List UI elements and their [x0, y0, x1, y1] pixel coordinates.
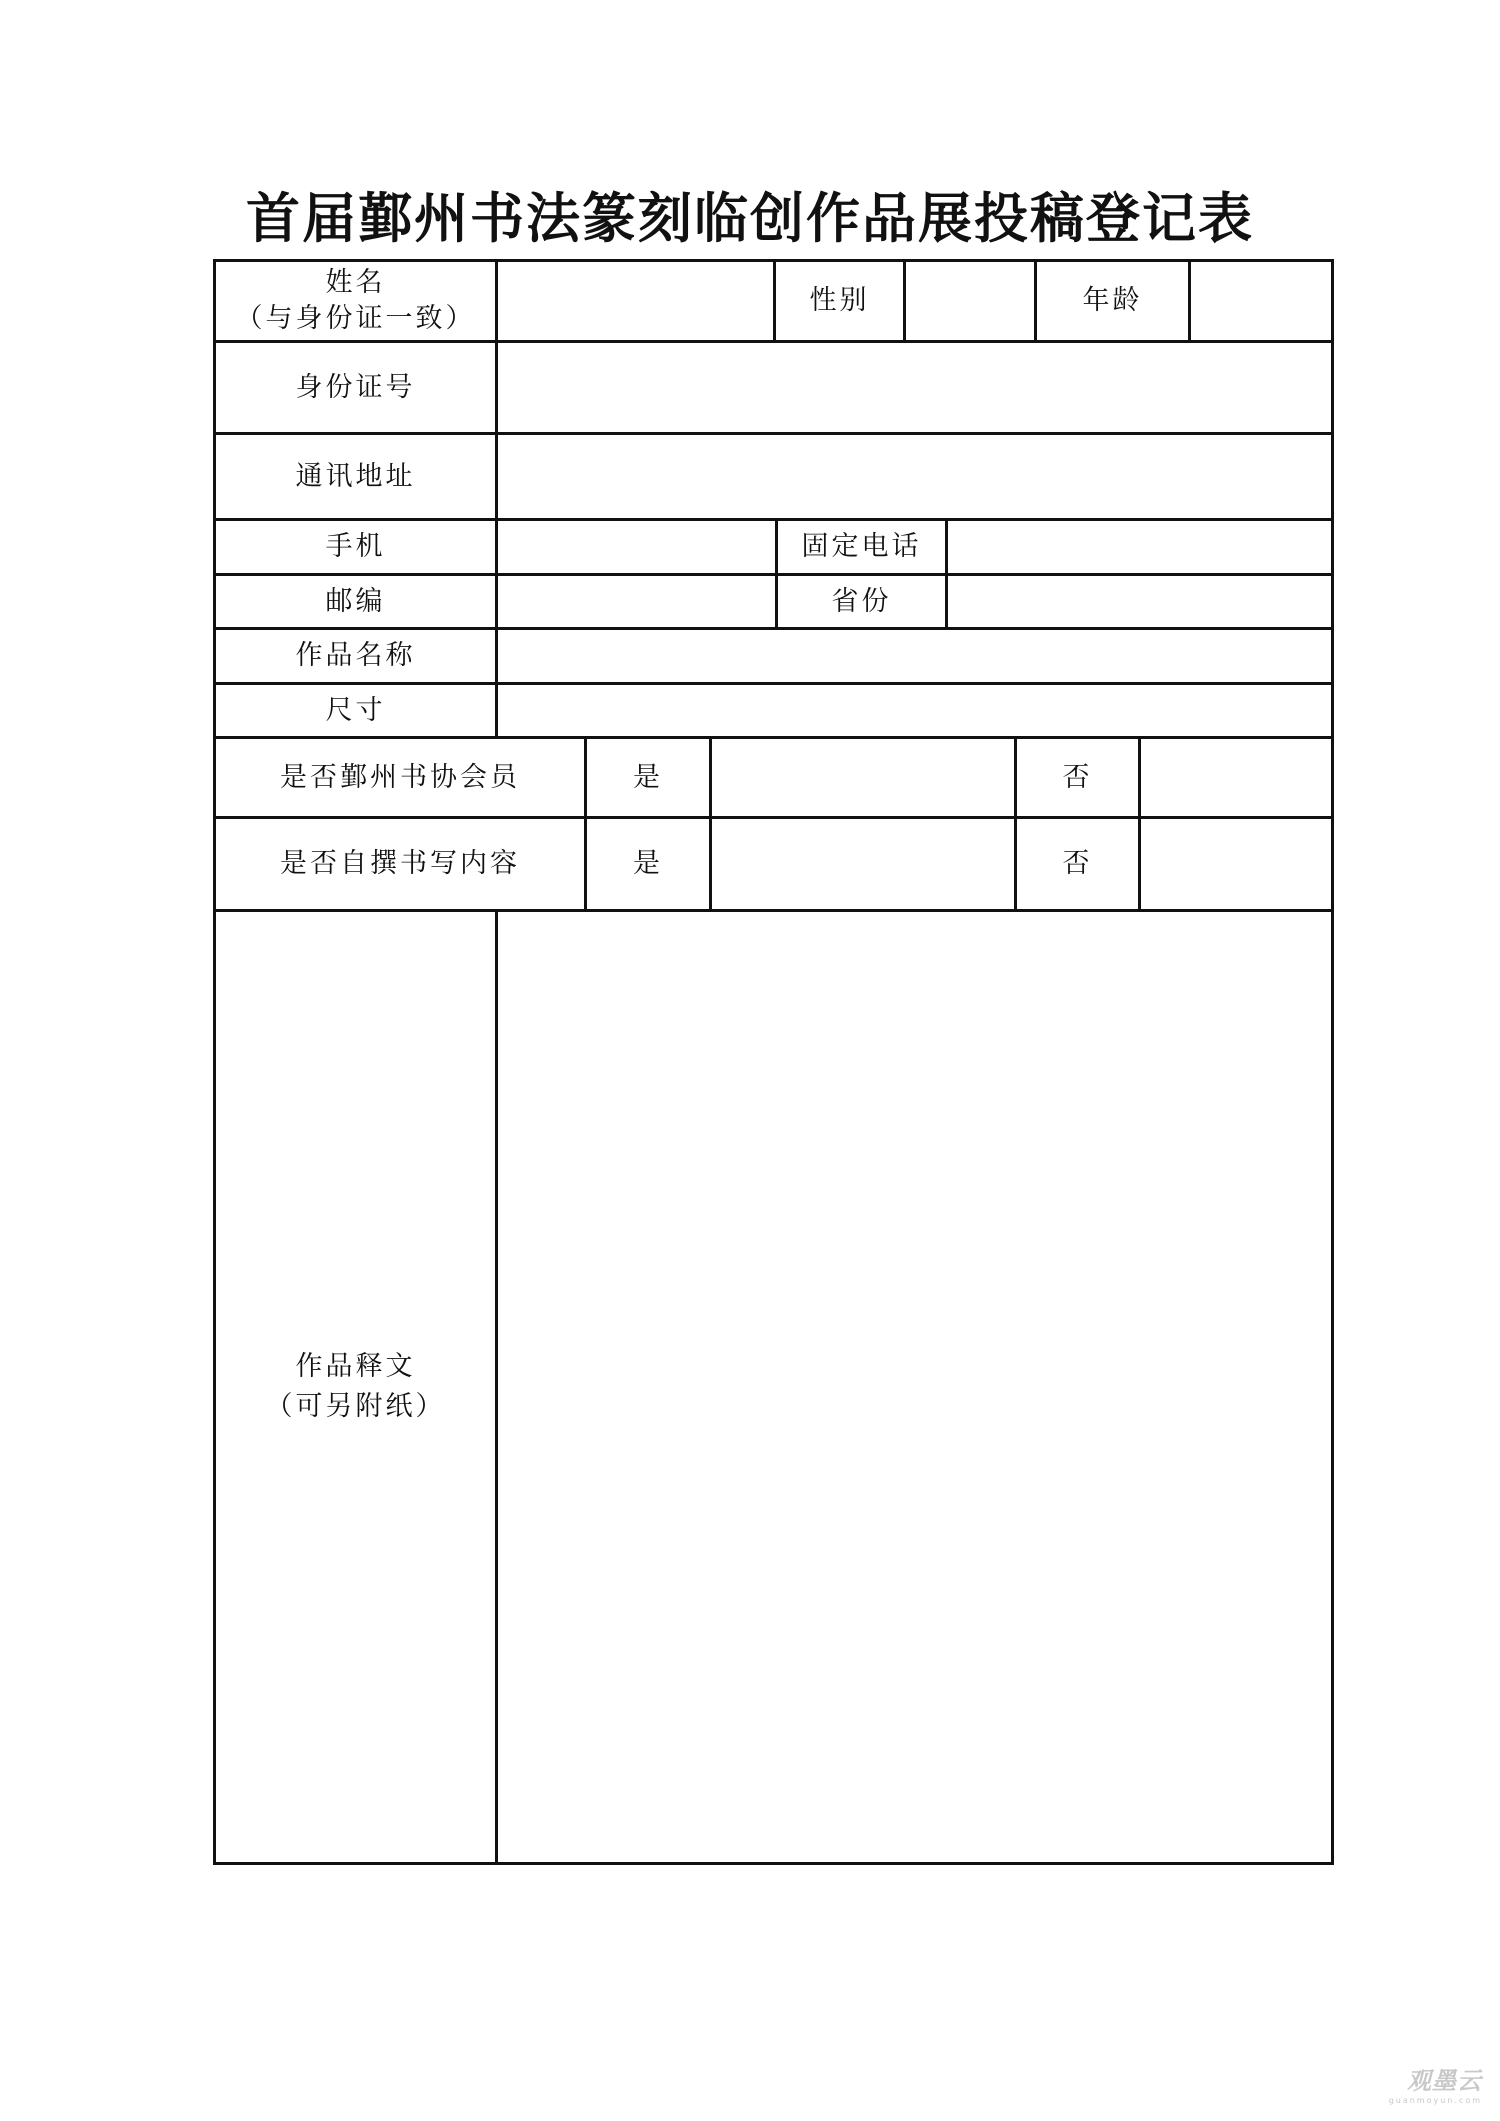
- gender-label-text: 性别: [809, 285, 870, 316]
- member-yes-label-text: 是: [633, 761, 663, 793]
- name-field[interactable]: [498, 262, 773, 340]
- work-text-label: 作品释文: [295, 1351, 416, 1382]
- work-title-label-text: 作品名称: [295, 640, 416, 671]
- watermark-main: 观墨云: [1407, 2067, 1482, 2095]
- age-label-text: 年龄: [1082, 285, 1143, 316]
- member-no-field[interactable]: [1141, 739, 1331, 816]
- name-label-cell: [216, 262, 495, 340]
- address-label: [216, 435, 495, 518]
- own-text-question-label: [216, 819, 584, 909]
- gender-field[interactable]: [906, 262, 1034, 340]
- name-label: 姓名: [325, 267, 386, 298]
- name-note: （与身份证一致）: [235, 303, 476, 334]
- member-no-label: [1017, 739, 1138, 816]
- province-label: [778, 576, 945, 627]
- own-text-no-label-text: 否: [1062, 848, 1093, 879]
- postcode-label-text: 邮编: [325, 585, 386, 617]
- member-yes-field[interactable]: [712, 739, 1014, 816]
- landline-label-text: 固定电话: [801, 531, 922, 562]
- own-text-yes-label: [587, 819, 709, 909]
- own-text-question-label-text: 是否自撰书写内容: [280, 848, 520, 879]
- gender-label: [776, 262, 903, 340]
- member-question-label: [216, 739, 584, 816]
- address-label-text: 通讯地址: [295, 460, 416, 492]
- postcode-label: [216, 576, 495, 627]
- mobile-label-text: 手机: [325, 531, 386, 562]
- work-title-label: [216, 630, 495, 682]
- province-label-text: 省份: [831, 585, 892, 617]
- size-field[interactable]: [498, 685, 1331, 736]
- own-text-yes-label-text: 是: [633, 848, 663, 879]
- work-text-field[interactable]: [498, 912, 1331, 1862]
- id-number-field[interactable]: [498, 343, 1331, 432]
- own-text-no-label: [1017, 819, 1138, 909]
- form-title: 首届鄞州书法篆刻临创作品展投稿登记表: [246, 187, 1254, 250]
- size-label: [216, 685, 495, 736]
- member-yes-label: [587, 739, 709, 816]
- mobile-label: [216, 521, 495, 573]
- work-title-field[interactable]: [498, 630, 1331, 682]
- address-field[interactable]: [498, 435, 1331, 518]
- watermark-logo: [1389, 2061, 1482, 2105]
- member-no-label-text: 否: [1062, 761, 1093, 793]
- registration-form: [213, 259, 1334, 1865]
- postcode-field[interactable]: [498, 576, 775, 627]
- mobile-field[interactable]: [498, 521, 775, 573]
- age-field[interactable]: [1191, 262, 1331, 340]
- id-number-label-text: 身份证号: [295, 371, 416, 403]
- work-text-note: （可另附纸）: [265, 1391, 446, 1422]
- landline-field[interactable]: [948, 521, 1331, 573]
- age-label: [1037, 262, 1188, 340]
- member-question-label-text: 是否鄞州书协会员: [280, 761, 520, 793]
- size-label-text: 尺寸: [325, 694, 386, 726]
- own-text-no-field[interactable]: [1141, 819, 1331, 909]
- province-field[interactable]: [948, 576, 1331, 627]
- id-number-label: [216, 343, 495, 432]
- work-text-label-cell: [216, 912, 495, 1862]
- watermark-sub: guanmoyun.com: [1388, 2096, 1482, 2105]
- landline-label: [778, 521, 945, 573]
- own-text-yes-field[interactable]: [712, 819, 1014, 909]
